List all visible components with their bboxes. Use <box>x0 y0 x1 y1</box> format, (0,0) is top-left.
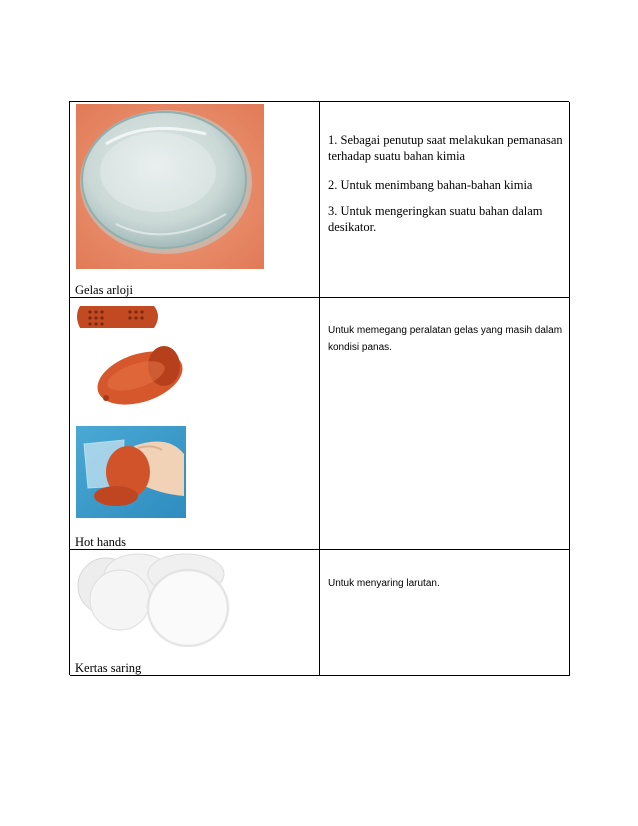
use-text: 2. Untuk menimbang bahan-bahan kimia <box>328 178 533 192</box>
table-row <box>70 298 570 550</box>
hot-hands-product-image <box>76 300 188 411</box>
use-text: 1. Sebagai penutup saat melakukan pemanasan terhadap suatu bahan kimia <box>328 133 563 163</box>
table-row <box>70 102 570 298</box>
uses-cell <box>320 298 570 550</box>
uses-cell <box>320 102 570 298</box>
use-text: 3. Untuk mengeringkan suatu bahan dalam desikator. <box>328 204 543 234</box>
table-row <box>70 550 570 676</box>
item-name: Gelas arloji <box>75 283 133 297</box>
hot-hands-in-use-image <box>76 426 186 518</box>
use-text: Untuk menyaring larutan. <box>328 578 440 589</box>
watch-glass-image <box>76 104 264 269</box>
item-name: Hot hands <box>75 535 127 549</box>
item-name: Kertas saring <box>75 661 142 675</box>
item-cell <box>70 298 320 550</box>
use-text: Untuk memegang peralatan gelas yang masih dalam kondisi panas. <box>328 325 563 353</box>
item-cell <box>70 102 320 298</box>
uses-cell <box>320 550 570 676</box>
equipment-table <box>69 101 569 675</box>
item-cell <box>70 550 320 676</box>
filter-paper-image <box>76 552 230 647</box>
